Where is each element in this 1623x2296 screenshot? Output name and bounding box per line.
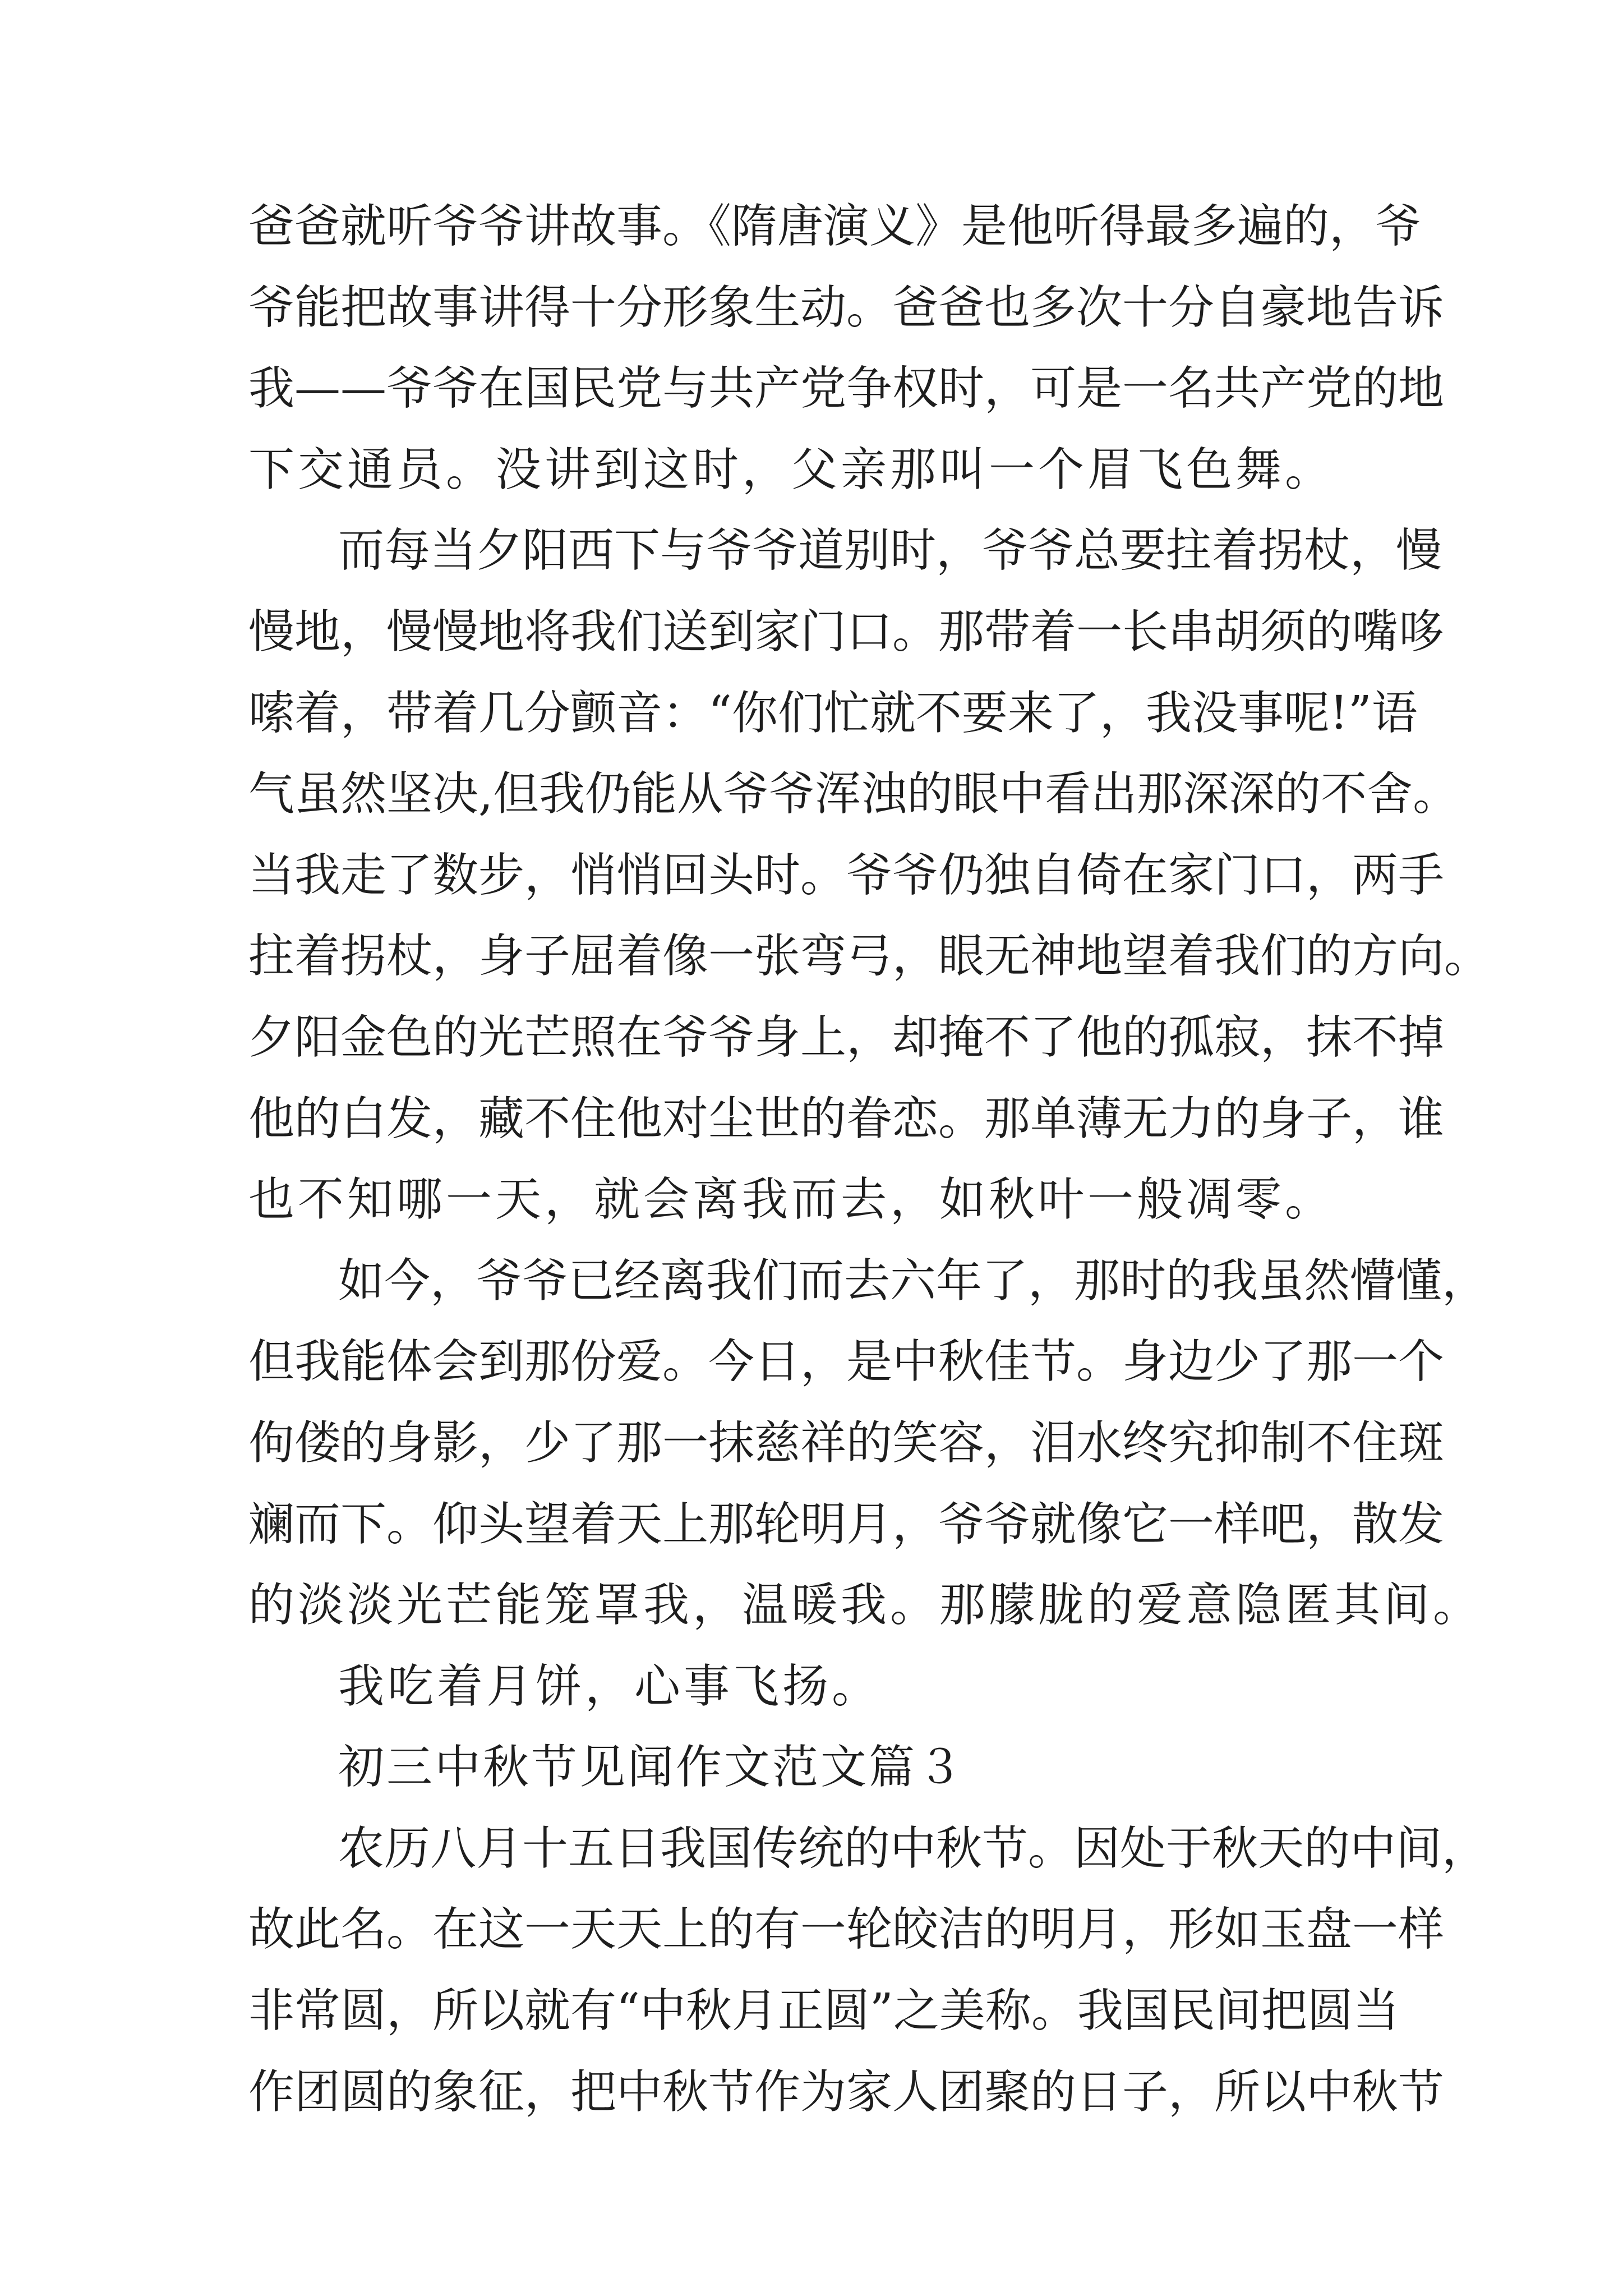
paragraph — [248, 1809, 1488, 2133]
text-line: 故此名。在这一天天上的有一轮皎洁的明月，形如玉盘一样 — [248, 1903, 1445, 1957]
text-line: 爸爸就听爷爷讲故事。《隋唐演义》是他听得最多遍的，爷 — [248, 200, 1422, 253]
text-line: 但我能体会到那份爱。今日，是中秋佳节。身边少了那一个 — [248, 1335, 1445, 1389]
text-line: 也不知哪一天，就会离我而去，如秋叶一般凋零。 — [248, 1173, 1335, 1227]
paragraph — [248, 1241, 1488, 1646]
text-line: 斓而下。仰头望着天上那轮明月，爷爷就像它一样吧，散发 — [248, 1497, 1445, 1551]
paragraph — [248, 186, 1445, 510]
text-line: 慢地，慢慢地将我们送到家门口。那带着一长串胡须的嘴哆 — [248, 605, 1445, 659]
text-line: 我——爷爷在国民党与共产党争权时，可是一名共产党的地 — [248, 362, 1445, 416]
text-line: 农历八月十五日我国传统的中秋节。因处于秋天的中间， — [338, 1821, 1488, 1875]
text-line: 而每当夕阳西下与爷爷道别时，爷爷总要拄着拐杖，慢 — [338, 524, 1442, 578]
text-line: 佝偻的身影，少了那一抹慈祥的笑容，泪水终究抑制不住斑 — [248, 1416, 1445, 1470]
heading-text: 初三中秋节见闻作文范文篇３ — [338, 1741, 966, 1795]
text-line: 爷能把故事讲得十分形象生动。爸爸也多次十分自豪地告诉 — [248, 280, 1445, 334]
section-heading — [248, 1727, 1381, 1809]
text-line: 我吃着月饼，心事飞扬。 — [338, 1659, 882, 1713]
text-line: 拄着拐杖，身子屈着像一张弯弓，眼无神地望着我们的方向。 — [248, 930, 1491, 983]
text-line: 气虽然坚决,但我仍能从爷爷浑浊的眼中看出那深深的不舍。 — [248, 767, 1459, 821]
text-line: 如今，爷爷已经离我们而去六年了，那时的我虽然懵懂， — [338, 1254, 1488, 1308]
text-line: 下交通员。没讲到这时，父亲那叫一个眉飞色舞。 — [248, 443, 1335, 496]
text-line: 作团圆的象征，把中秋节作为家人团聚的日子，所以中秋节 — [248, 2065, 1445, 2119]
document-body — [248, 186, 1491, 2133]
paragraph — [248, 510, 1491, 1240]
paragraph — [248, 1646, 1381, 1728]
text-line: 夕阳金色的光芒照在爷爷身上，却掩不了他的孤寂，抹不掉 — [248, 1010, 1445, 1064]
text-line: 的淡淡光芒能笼罩我，温暖我。那朦胧的爱意隐匿其间。 — [248, 1579, 1483, 1632]
text-line: 当我走了数步，悄悄回头时。爷爷仍独自倚在家门口，两手 — [248, 848, 1445, 902]
text-line: 他的白发，藏不住他对尘世的眷恋。那单薄无力的身子，谁 — [248, 1092, 1445, 1145]
text-line: 非常圆，所以就有“中秋月正圆”之美称。我国民间把圆当 — [248, 1984, 1399, 2038]
text-line: 嗦着，带着几分颤音：“你们忙就不要来了，我没事呢!”语 — [248, 686, 1418, 740]
